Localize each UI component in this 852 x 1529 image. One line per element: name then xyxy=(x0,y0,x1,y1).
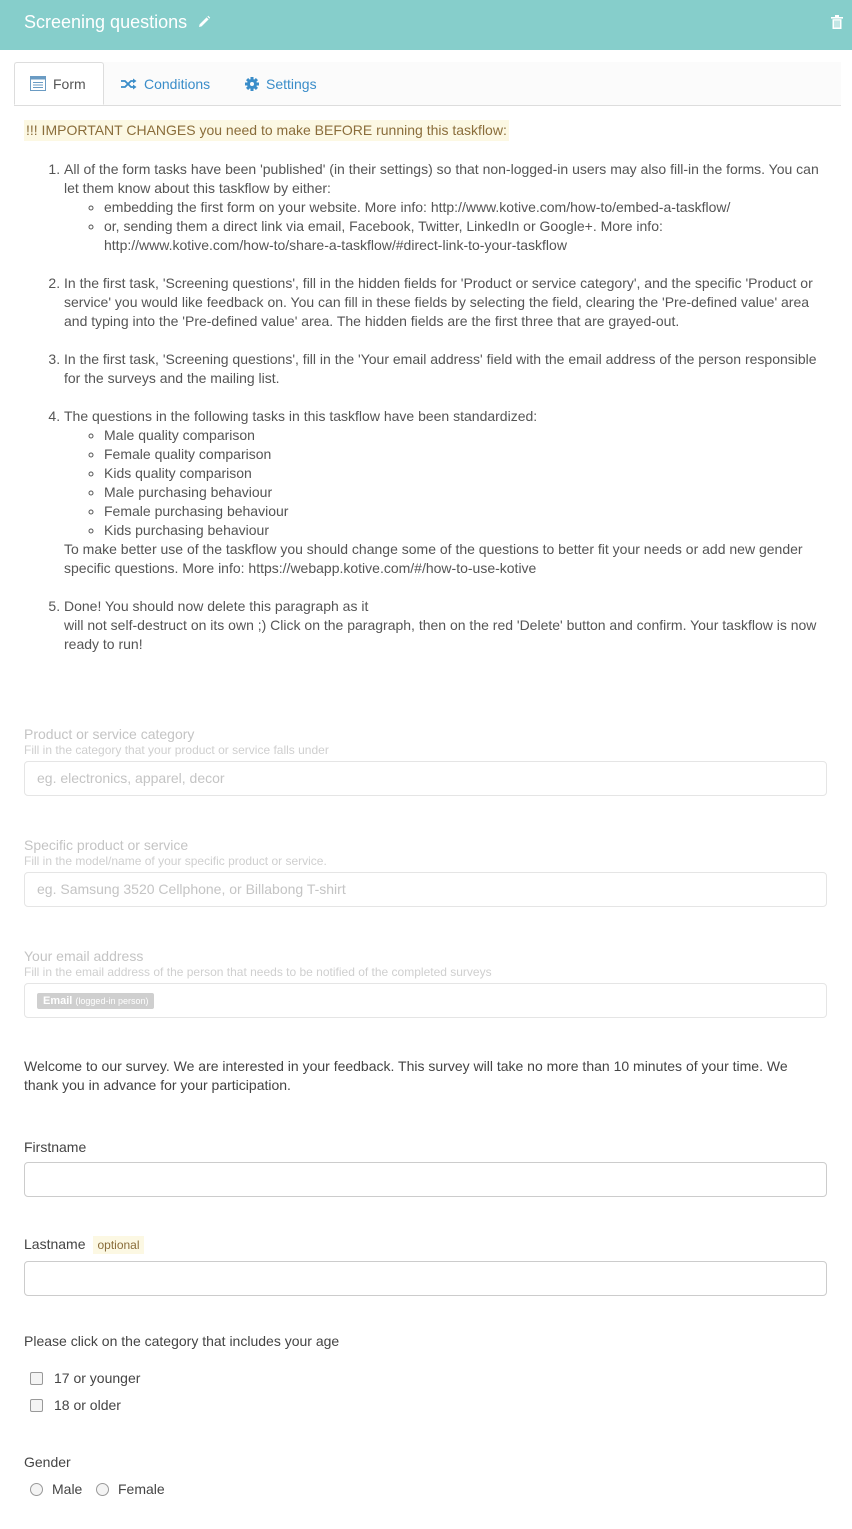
field-label: Your email address xyxy=(24,948,144,964)
specific-product-input[interactable]: eg. Samsung 3520 Cellphone, or Billabong T-shirt xyxy=(24,872,827,907)
age-option-17-or-younger[interactable] xyxy=(30,1370,140,1386)
gender-option-male[interactable] xyxy=(30,1481,82,1497)
field-label: Product or service category xyxy=(24,726,195,742)
gender-option-label: Male xyxy=(52,1481,83,1497)
checkbox[interactable] xyxy=(30,1399,43,1412)
notice-step xyxy=(64,597,834,654)
lastname-input[interactable] xyxy=(24,1261,827,1296)
tab-settings-label: Settings xyxy=(266,75,317,92)
notice-bullet: ◦ Female purchasing behaviour xyxy=(104,502,834,521)
age-option-label: 17 or younger xyxy=(54,1370,141,1386)
email-token: Email (logged-in person) xyxy=(37,993,154,1009)
tab-form[interactable] xyxy=(14,62,104,105)
notice-step xyxy=(64,160,834,255)
form-icon xyxy=(30,76,46,91)
age-option-18-or-older[interactable] xyxy=(30,1397,121,1413)
email-address-field xyxy=(24,948,827,1018)
notice-bullet: ◦ Kids purchasing behaviour xyxy=(104,521,834,540)
notice-bullet: ◦ or, sending them a direct link via email, Facebook, Twitter, LinkedIn or Google+. More info: http://www.kotive.com/how-to/share-a-taskflow/#direct-link-to-your-taskflow xyxy=(104,217,834,255)
trash-icon[interactable] xyxy=(831,15,843,29)
gear-icon xyxy=(245,77,259,91)
lastname-label: Lastname xyxy=(24,1236,86,1252)
important-notice[interactable] xyxy=(24,120,834,673)
notice-steps xyxy=(24,160,834,654)
radio-button[interactable] xyxy=(96,1483,109,1496)
gender-option-female[interactable] xyxy=(96,1481,165,1497)
tab-conditions[interactable] xyxy=(121,62,210,105)
page-title: Screening questions xyxy=(24,12,188,32)
notice-step-text: 5. Done! You should now delete this paragraph as it xyxy=(64,598,369,614)
notice-step-text: All of the form tasks have been 'published' (in their settings) so that non-logged-in users may also fill-in the forms. You can let them know about this taskflow by either: xyxy=(64,161,819,196)
firstname-input[interactable] xyxy=(24,1162,827,1197)
notice-step-note: To make better use of the taskflow you should change some of the questions to better fit your needs or add new gender specific questions. More info: https://webapp.kotive.com/#/how-to-use-kotive xyxy=(64,541,803,576)
page-header xyxy=(0,0,852,50)
notice-heading: !!! IMPORTANT CHANGES you need to make BEFORE running this taskflow: xyxy=(24,120,509,141)
notice-bullet: ◦ Male purchasing behaviour xyxy=(104,483,834,502)
notice-bullet: ◦ embedding the first form on your website. More info: http://www.kotive.com/how-to/embed-a-taskflow/ xyxy=(104,198,834,217)
notice-step-text: will not self-destruct on its own ;) Click on the paragraph, then on the red 'Delete' button and confirm. Your taskflow is now ready to run! xyxy=(64,617,817,652)
tab-form-label: Form xyxy=(53,75,86,92)
age-question: Please click on the category that includes your age xyxy=(24,1333,340,1349)
notice-step-text: The questions in the following tasks in this taskflow have been standardized: xyxy=(64,408,538,424)
field-help: Fill in the model/name of your specific product or service. xyxy=(24,854,327,868)
gender-label: Gender xyxy=(24,1454,71,1470)
field-help: Fill in the category that your product or service falls under xyxy=(24,743,329,757)
tab-conditions-label: Conditions xyxy=(144,75,211,92)
pencil-icon[interactable] xyxy=(197,15,211,29)
firstname-label: Firstname xyxy=(24,1139,87,1155)
firstname-field xyxy=(24,1139,827,1197)
notice-step: 3. In the first task, 'Screening questions', fill in the 'Your email address' field with the email address of the person responsible for the surveys and the mailing list. xyxy=(64,350,834,388)
email-address-input[interactable] xyxy=(24,983,827,1018)
notice-step xyxy=(64,407,834,578)
field-help: Fill in the email address of the person that needs to be notified of the completed surveys xyxy=(24,965,492,979)
notice-bullet: ◦ Female quality comparison xyxy=(104,445,834,464)
notice-bullet: ◦ Kids quality comparison xyxy=(104,464,834,483)
radio-button[interactable] xyxy=(30,1483,43,1496)
notice-bullet: ◦ Male quality comparison xyxy=(104,426,834,445)
optional-badge: optional xyxy=(93,1236,143,1254)
welcome-text: Welcome to our survey. We are interested in your feedback. This survey will take no more than 10 minutes of your time. We thank you in advance for your participation. xyxy=(24,1058,788,1093)
lastname-field xyxy=(24,1236,827,1296)
checkbox[interactable] xyxy=(30,1372,43,1385)
notice-step: 2. In the first task, 'Screening questions', fill in the hidden fields for 'Product or service category', and the specific 'Product or service' you would like feedback on. You can fill in these fields by selecting the field, clearing the 'Pre-defined value' area and typing into the 'Pre-defined value' area. The hidden fields are the first three that are grayed-out. xyxy=(64,274,834,331)
specific-product-field xyxy=(24,837,827,907)
product-category-field xyxy=(24,726,827,796)
field-label: Specific product or service xyxy=(24,837,189,853)
product-category-input[interactable]: eg. electronics, apparel, decor xyxy=(24,761,827,796)
tab-bar xyxy=(14,62,841,106)
shuffle-icon xyxy=(121,78,137,90)
age-option-label: 18 or older xyxy=(54,1397,121,1413)
gender-option-label: Female xyxy=(118,1481,165,1497)
tab-settings[interactable] xyxy=(245,62,317,105)
